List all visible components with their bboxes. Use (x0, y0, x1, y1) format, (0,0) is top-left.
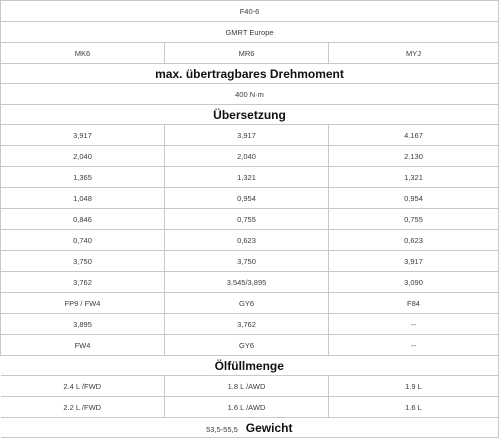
torque-value: 400 N·m (1, 84, 499, 105)
table-row (1, 335, 499, 356)
ratio-cell: 3,762 (165, 314, 329, 335)
ratio-cell: 3,917 (165, 125, 329, 146)
table-row (1, 272, 499, 293)
ratio-cell: 0,740 (1, 230, 165, 251)
ratio-heading: Übersetzung (1, 105, 499, 125)
ratio-cell: 0,755 (165, 209, 329, 230)
ratio-cell: 2,040 (1, 146, 165, 167)
ratio-cell: 3,762 (1, 272, 165, 293)
table-row (1, 314, 499, 335)
ratio-cell: 2.130 (329, 146, 499, 167)
weight-heading: Gewicht (245, 420, 293, 435)
oil-cell: 1.6 L /AWD (165, 397, 329, 418)
weight-cell (1, 418, 499, 438)
code-cell: GY6 (165, 293, 329, 314)
ratio-cell: 1,321 (165, 167, 329, 188)
table-row (1, 125, 499, 146)
table-row (1, 251, 499, 272)
variant-header: MYJ (329, 43, 499, 64)
variant-header: MK6 (1, 43, 165, 64)
ratio-cell: 2,040 (165, 146, 329, 167)
torque-value-row (1, 84, 499, 105)
ratio-cell: 1,048 (1, 188, 165, 209)
table-row (1, 146, 499, 167)
table-row (1, 293, 499, 314)
ratio-cell: 3.545/3,895 (165, 272, 329, 293)
ratio-cell: 0,954 (329, 188, 499, 209)
torque-heading: max. übertragbares Drehmoment (1, 64, 499, 84)
ratio-cell: 3,090 (329, 272, 499, 293)
model-cell: F40-6 (1, 1, 499, 22)
code-cell: FW4 (1, 335, 165, 356)
code-cell: GY6 (165, 335, 329, 356)
ratio-cell: 1,321 (329, 167, 499, 188)
oil-cell: 2.2 L /FWD (1, 397, 165, 418)
ratio-cell: 0,954 (165, 188, 329, 209)
manufacturer-row (1, 22, 499, 43)
ratio-cell: 1,365 (1, 167, 165, 188)
ratio-cell: 0,755 (329, 209, 499, 230)
table-row (1, 230, 499, 251)
oil-cell: 1.6 L (329, 397, 499, 418)
ratio-cell: 3,895 (1, 314, 165, 335)
oil-heading-row (1, 356, 499, 376)
ratio-cell: 4.167 (329, 125, 499, 146)
code-cell: FP9 / FW4 (1, 293, 165, 314)
code-cell: F84 (329, 293, 499, 314)
variant-header: MR6 (165, 43, 329, 64)
oil-cell: 1.9 L (329, 376, 499, 397)
table-row (1, 167, 499, 188)
model-row (1, 1, 499, 22)
ratio-cell: -- (329, 314, 499, 335)
ratio-cell: 3,917 (1, 125, 165, 146)
variants-row (1, 43, 499, 64)
ratio-cell: 0,623 (329, 230, 499, 251)
oil-heading: Ölfüllmenge (1, 356, 499, 376)
ratio-cell: 3,750 (165, 251, 329, 272)
ratio-cell: 3,917 (329, 251, 499, 272)
ratio-heading-row (1, 105, 499, 125)
ratio-cell: 0,846 (1, 209, 165, 230)
table-row (1, 376, 499, 397)
table-row (1, 188, 499, 209)
oil-cell: 2.4 L /FWD (1, 376, 165, 397)
torque-heading-row (1, 64, 499, 84)
table-row (1, 209, 499, 230)
manufacturer-cell: GMRT Europe (1, 22, 499, 43)
ratio-cell: 0,623 (165, 230, 329, 251)
code-cell: -- (329, 335, 499, 356)
oil-cell: 1.8 L /AWD (165, 376, 329, 397)
ratio-cell: 3,750 (1, 251, 165, 272)
weight-row (1, 418, 499, 438)
weight-value: 53,5-55,5 (206, 424, 238, 434)
